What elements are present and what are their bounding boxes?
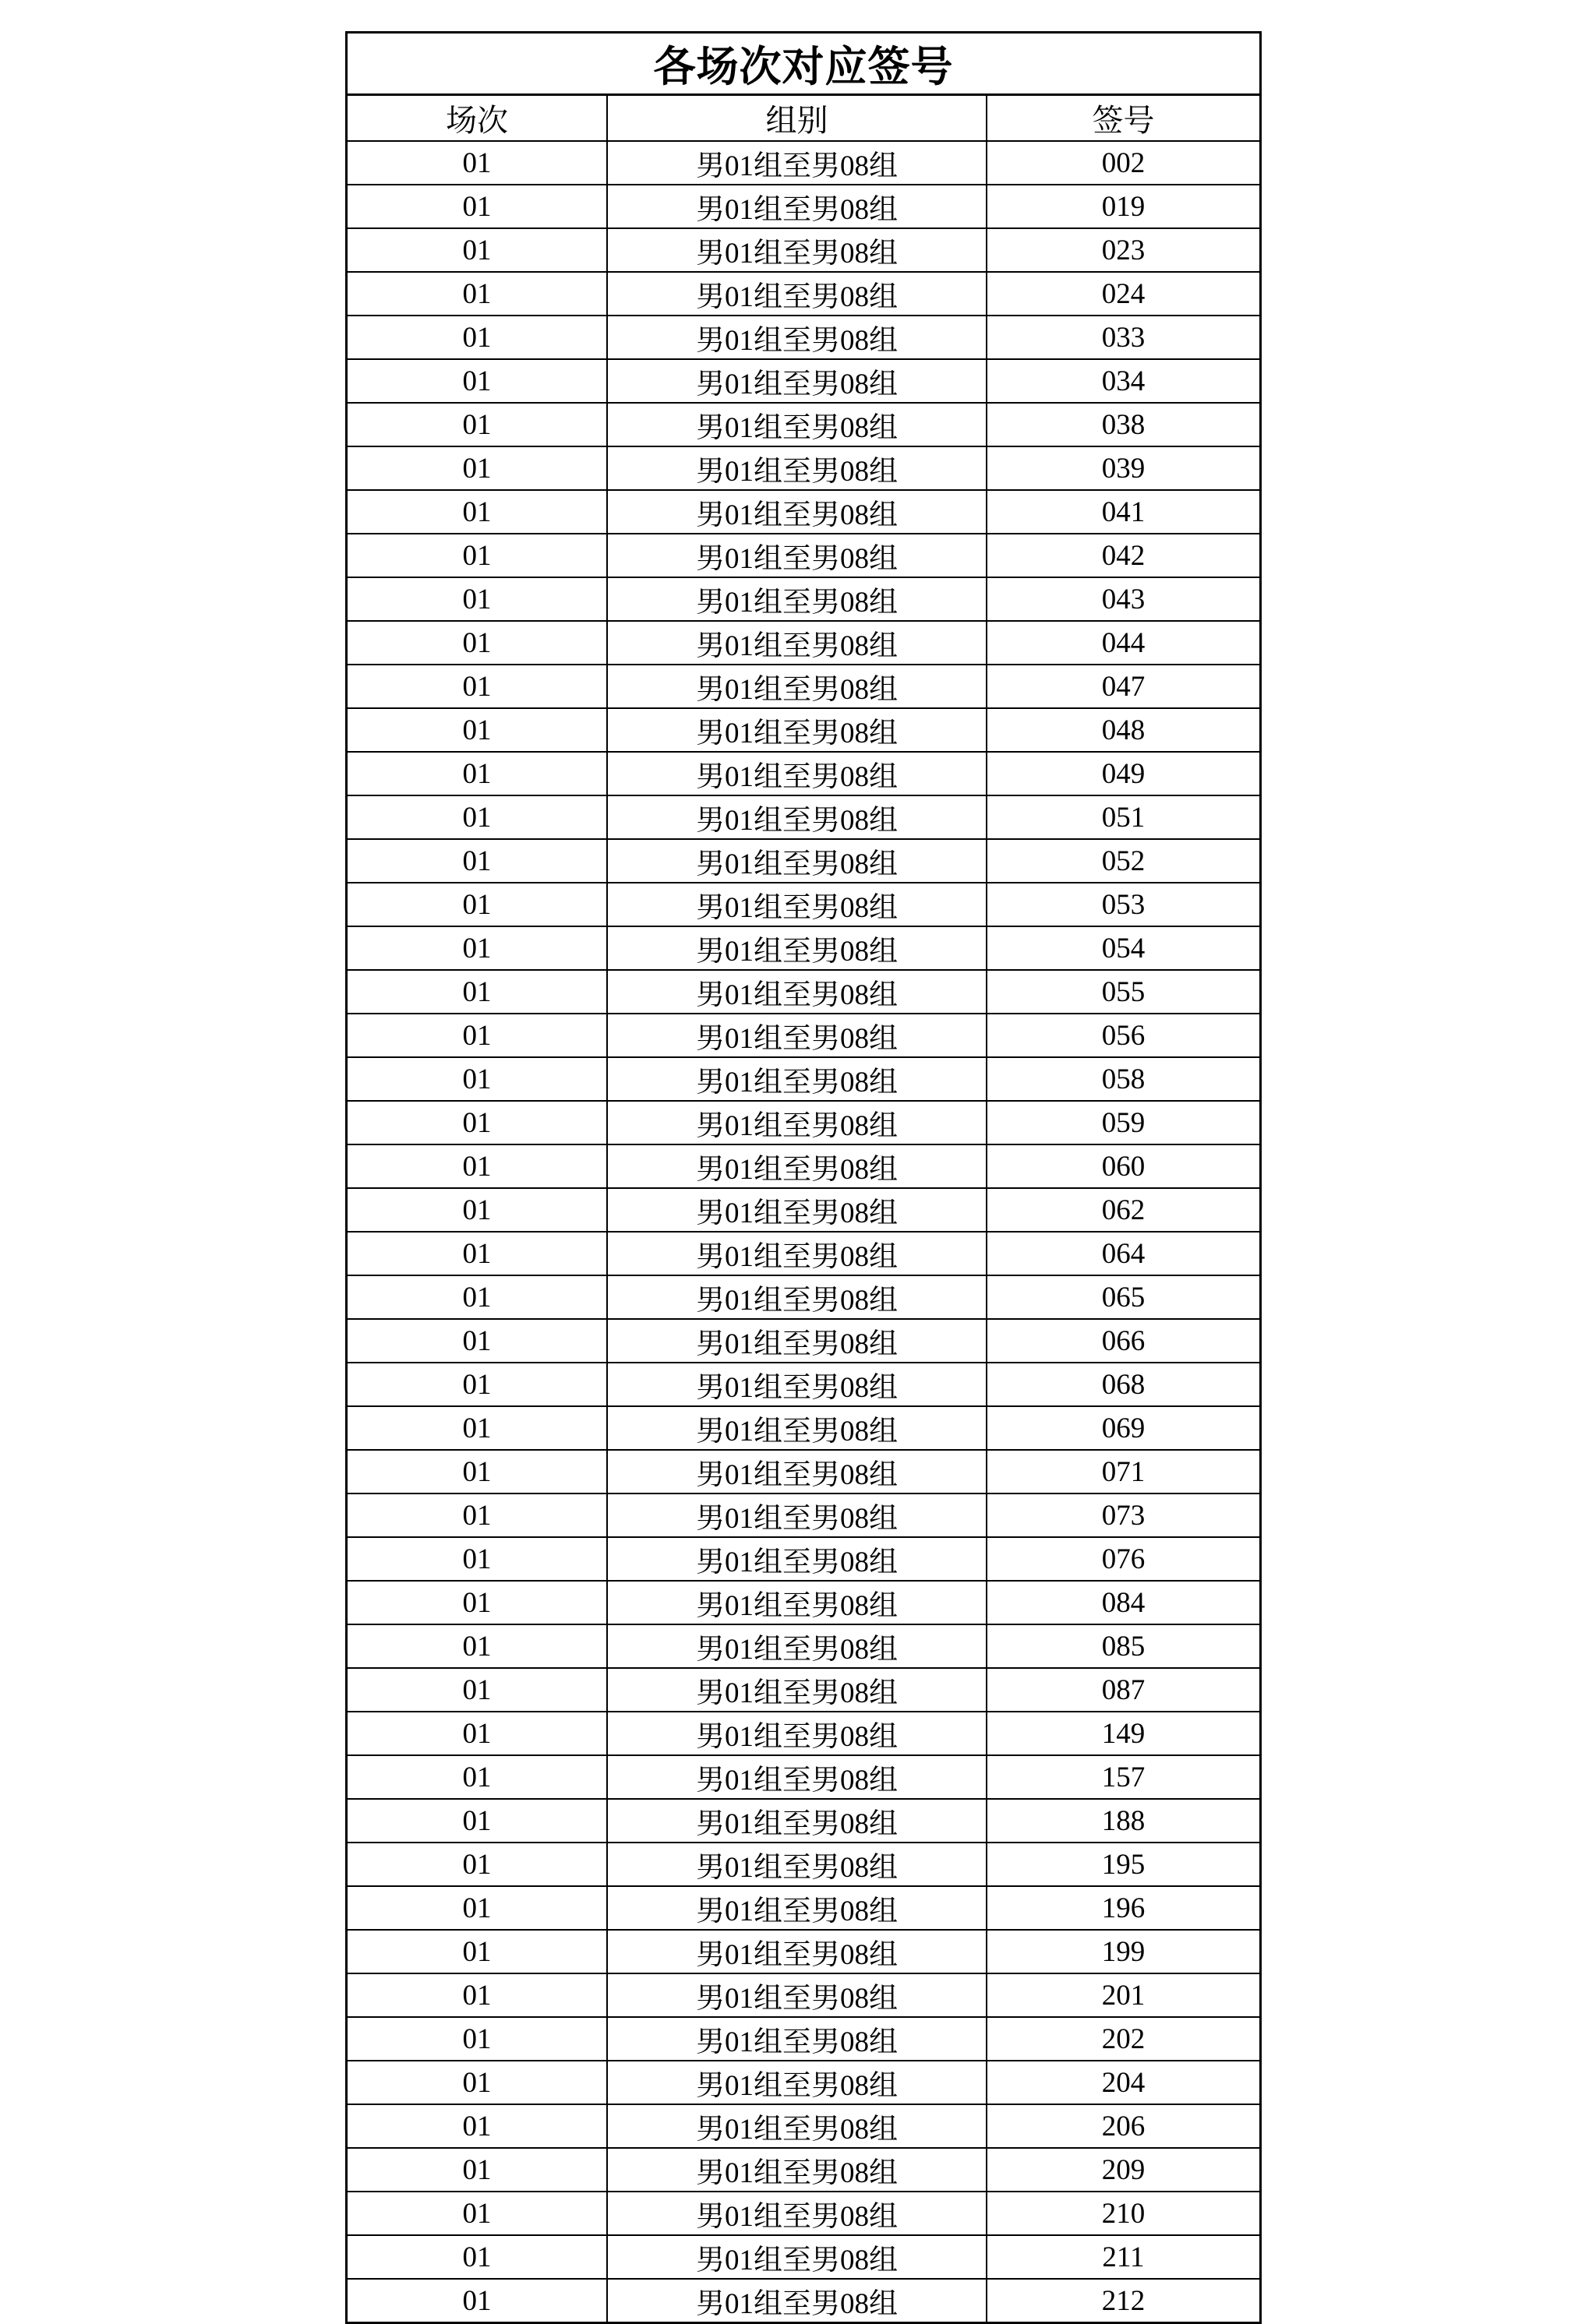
cell-group: 男01组至男08组 — [607, 970, 987, 1014]
cell-group: 男01组至男08组 — [607, 1537, 987, 1581]
table-row — [348, 2061, 1259, 2104]
cell-session: 01 — [348, 272, 607, 316]
cell-session: 01 — [348, 446, 607, 490]
cell-group: 男01组至男08组 — [607, 1755, 987, 1799]
cell-session: 01 — [348, 228, 607, 272]
table-row — [348, 1493, 1259, 1537]
table-row — [348, 359, 1259, 403]
cell-session: 01 — [348, 1712, 607, 1755]
cell-group: 男01组至男08组 — [607, 534, 987, 577]
table-row — [348, 1275, 1259, 1319]
table-row — [348, 1973, 1259, 2017]
cell-session: 01 — [348, 1493, 607, 1537]
cell-session: 01 — [348, 926, 607, 970]
table-row — [348, 1144, 1259, 1188]
cell-session: 01 — [348, 1930, 607, 1973]
cell-group: 男01组至男08组 — [607, 446, 987, 490]
cell-session: 01 — [348, 1406, 607, 1450]
table-row — [348, 621, 1259, 665]
table-row — [348, 1668, 1259, 1712]
cell-number: 068 — [987, 1363, 1259, 1406]
cell-number: 069 — [987, 1406, 1259, 1450]
cell-session: 01 — [348, 621, 607, 665]
cell-group: 男01组至男08组 — [607, 1406, 987, 1450]
header-row — [348, 96, 1259, 141]
cell-group: 男01组至男08组 — [607, 272, 987, 316]
table-row — [348, 2148, 1259, 2192]
cell-session: 01 — [348, 359, 607, 403]
cell-number: 071 — [987, 1450, 1259, 1493]
cell-group: 男01组至男08组 — [607, 621, 987, 665]
cell-session: 01 — [348, 2017, 607, 2061]
cell-group: 男01组至男08组 — [607, 490, 987, 534]
cell-number: 049 — [987, 752, 1259, 795]
table-row — [348, 272, 1259, 316]
cell-number: 076 — [987, 1537, 1259, 1581]
cell-number: 023 — [987, 228, 1259, 272]
table-row — [348, 1930, 1259, 1973]
cell-group: 男01组至男08组 — [607, 1363, 987, 1406]
cell-number: 033 — [987, 316, 1259, 359]
cell-group: 男01组至男08组 — [607, 1101, 987, 1144]
cell-session: 01 — [348, 1843, 607, 1886]
cell-group: 男01组至男08组 — [607, 1493, 987, 1537]
cell-session: 01 — [348, 1188, 607, 1232]
cell-group: 男01组至男08组 — [607, 1014, 987, 1057]
cell-number: 002 — [987, 141, 1259, 185]
cell-session: 01 — [348, 534, 607, 577]
cell-session: 01 — [348, 708, 607, 752]
column-header-group: 组别 — [607, 96, 987, 141]
cell-group: 男01组至男08组 — [607, 1886, 987, 1930]
table-row — [348, 534, 1259, 577]
cell-number: 064 — [987, 1232, 1259, 1275]
table-row — [348, 2235, 1259, 2279]
cell-session: 01 — [348, 2192, 607, 2235]
cell-session: 01 — [348, 1057, 607, 1101]
cell-group: 男01组至男08组 — [607, 1668, 987, 1712]
cell-number: 047 — [987, 665, 1259, 708]
cell-group: 男01组至男08组 — [607, 795, 987, 839]
cell-number: 073 — [987, 1493, 1259, 1537]
cell-group: 男01组至男08组 — [607, 2235, 987, 2279]
cell-session: 01 — [348, 1799, 607, 1843]
table-row — [348, 1843, 1259, 1886]
table-row — [348, 2017, 1259, 2061]
table-row — [348, 1799, 1259, 1843]
cell-session: 01 — [348, 1319, 607, 1363]
cell-session: 01 — [348, 1275, 607, 1319]
cell-session: 01 — [348, 316, 607, 359]
cell-session: 01 — [348, 490, 607, 534]
draw-table — [345, 31, 1262, 2324]
table-row — [348, 1537, 1259, 1581]
cell-number: 065 — [987, 1275, 1259, 1319]
cell-group: 男01组至男08组 — [607, 1319, 987, 1363]
cell-number: 039 — [987, 446, 1259, 490]
cell-group: 男01组至男08组 — [607, 1188, 987, 1232]
cell-session: 01 — [348, 2235, 607, 2279]
cell-session: 01 — [348, 1581, 607, 1624]
cell-group: 男01组至男08组 — [607, 2148, 987, 2192]
table-row — [348, 1232, 1259, 1275]
cell-session: 01 — [348, 1232, 607, 1275]
cell-number: 024 — [987, 272, 1259, 316]
column-header-session: 场次 — [348, 96, 607, 141]
table-row — [348, 1624, 1259, 1668]
cell-number: 044 — [987, 621, 1259, 665]
cell-session: 01 — [348, 795, 607, 839]
cell-number: 087 — [987, 1668, 1259, 1712]
cell-session: 01 — [348, 1450, 607, 1493]
cell-session: 01 — [348, 1144, 607, 1188]
cell-group: 男01组至男08组 — [607, 1712, 987, 1755]
table-row — [348, 665, 1259, 708]
cell-group: 男01组至男08组 — [607, 926, 987, 970]
cell-number: 062 — [987, 1188, 1259, 1232]
table-row — [348, 1101, 1259, 1144]
cell-number: 199 — [987, 1930, 1259, 1973]
cell-group: 男01组至男08组 — [607, 577, 987, 621]
cell-number: 056 — [987, 1014, 1259, 1057]
table-row — [348, 316, 1259, 359]
cell-session: 01 — [348, 141, 607, 185]
table-row — [348, 1581, 1259, 1624]
cell-session: 01 — [348, 2279, 607, 2322]
cell-number: 038 — [987, 403, 1259, 446]
cell-number: 212 — [1101, 2284, 1146, 2317]
cell-group: 男01组至男08组 — [607, 403, 987, 446]
cell-number: 157 — [987, 1755, 1259, 1799]
table-row — [348, 1406, 1259, 1450]
cell-group: 男01组至男08组 — [607, 883, 987, 926]
cell-group: 男01组至男08组 — [607, 1232, 987, 1275]
table-row — [348, 1363, 1259, 1406]
table-row — [348, 490, 1259, 534]
cell-number: 085 — [987, 1624, 1259, 1668]
table-row — [348, 2279, 1259, 2322]
cell-number: 052 — [987, 839, 1259, 883]
cell-group: 男01组至男08组 — [607, 1581, 987, 1624]
cell-number: 059 — [987, 1101, 1259, 1144]
table-row — [348, 1450, 1259, 1493]
table-row — [348, 708, 1259, 752]
cell-number: 055 — [987, 970, 1259, 1014]
table-row — [348, 577, 1259, 621]
cell-group: 男01组至男08组 — [607, 185, 987, 228]
table-row — [348, 1319, 1259, 1363]
cell-number: 053 — [987, 883, 1259, 926]
cell-number: 188 — [987, 1799, 1259, 1843]
cell-group: 男01组至男08组 — [607, 2017, 987, 2061]
cell-group: 男01组至男08组 — [607, 708, 987, 752]
cell-number: 084 — [987, 1581, 1259, 1624]
cell-session: 01 — [348, 1624, 607, 1668]
cell-number: 058 — [987, 1057, 1259, 1101]
cell-group: 男01组至男08组 — [607, 141, 987, 185]
cell-number: 211 — [987, 2235, 1259, 2279]
table-row — [348, 839, 1259, 883]
cell-number: 210 — [987, 2192, 1259, 2235]
cell-group: 男01组至男08组 — [607, 665, 987, 708]
cell-session: 01 — [348, 577, 607, 621]
table-row — [348, 185, 1259, 228]
cell-group: 男01组至男08组 — [607, 2192, 987, 2235]
cell-number: 202 — [987, 2017, 1259, 2061]
cell-group: 男01组至男08组 — [607, 1973, 987, 2017]
cell-session: 01 — [348, 839, 607, 883]
cell-session: 01 — [348, 1101, 607, 1144]
column-header-number: 签号 — [987, 96, 1259, 141]
cell-number: 042 — [987, 534, 1259, 577]
cell-session: 01 — [348, 752, 607, 795]
page-title: 各场次对应签号 — [348, 34, 1259, 96]
cell-group: 男01组至男08组 — [607, 1450, 987, 1493]
cell-number: 206 — [987, 2104, 1259, 2148]
cell-group: 男01组至男08组 — [607, 316, 987, 359]
cell-session: 01 — [348, 403, 607, 446]
cell-group: 男01组至男08组 — [607, 1624, 987, 1668]
cell-number: 196 — [987, 1886, 1259, 1930]
cell-number: 204 — [987, 2061, 1259, 2104]
table-row — [348, 1057, 1259, 1101]
cell-session: 01 — [348, 1668, 607, 1712]
cell-group: 男01组至男08组 — [607, 228, 987, 272]
table-row — [348, 1712, 1259, 1755]
cell-group: 男01组至男08组 — [607, 1843, 987, 1886]
cell-group: 男01组至男08组 — [607, 2104, 987, 2148]
table-row — [348, 2192, 1259, 2235]
table-row — [348, 1014, 1259, 1057]
cell-group: 男01组至男08组 — [607, 839, 987, 883]
cell-group: 男01组至男08组 — [607, 752, 987, 795]
table-row — [348, 1188, 1259, 1232]
table-row — [348, 926, 1259, 970]
cell-session: 01 — [348, 2148, 607, 2192]
table-row — [348, 1755, 1259, 1799]
table-row — [348, 141, 1259, 185]
cell-number: 195 — [987, 1843, 1259, 1886]
cell-group: 男01组至男08组 — [607, 1144, 987, 1188]
cell-number: 201 — [987, 1973, 1259, 2017]
cell-session: 01 — [348, 2104, 607, 2148]
cell-group: 男01组至男08组 — [607, 1057, 987, 1101]
cell-group: 男01组至男08组 — [607, 1930, 987, 1973]
cell-group: 男01组至男08组 — [607, 1799, 987, 1843]
cell-session: 01 — [348, 665, 607, 708]
cell-number: 149 — [987, 1712, 1259, 1755]
cell-session: 01 — [348, 1755, 607, 1799]
cell-number: 034 — [987, 359, 1259, 403]
cell-number: 048 — [987, 708, 1259, 752]
cell-session: 01 — [348, 2061, 607, 2104]
cell-session: 01 — [348, 1973, 607, 2017]
table-row — [348, 2104, 1259, 2148]
table-row — [348, 1886, 1259, 1930]
cell-session: 01 — [348, 1537, 607, 1581]
draw-list-table — [348, 96, 1259, 2322]
table-row — [348, 403, 1259, 446]
cell-session: 01 — [348, 185, 607, 228]
cell-session: 01 — [348, 883, 607, 926]
table-body — [348, 141, 1259, 2322]
cell-number: 041 — [987, 490, 1259, 534]
cell-group: 男01组至男08组 — [607, 2061, 987, 2104]
cell-session: 01 — [348, 1886, 607, 1930]
table-row — [348, 795, 1259, 839]
table-row — [348, 883, 1259, 926]
cell-group: 男01组至男08组 — [607, 1275, 987, 1319]
cell-number: 209 — [987, 2148, 1259, 2192]
cell-number: 060 — [987, 1144, 1259, 1188]
cell-number: 019 — [987, 185, 1259, 228]
table-row — [348, 970, 1259, 1014]
cell-number: 043 — [987, 577, 1259, 621]
cell-group: 男01组至男08组 — [607, 2279, 987, 2322]
table-row — [348, 752, 1259, 795]
table-row — [348, 446, 1259, 490]
cell-session: 01 — [348, 1363, 607, 1406]
cell-group: 男01组至男08组 — [607, 359, 987, 403]
table-row — [348, 228, 1259, 272]
cell-number: 051 — [987, 795, 1259, 839]
cell-number: 066 — [987, 1319, 1259, 1363]
cell-session: 01 — [348, 1014, 607, 1057]
cell-session: 01 — [348, 970, 607, 1014]
cell-number: 054 — [987, 926, 1259, 970]
